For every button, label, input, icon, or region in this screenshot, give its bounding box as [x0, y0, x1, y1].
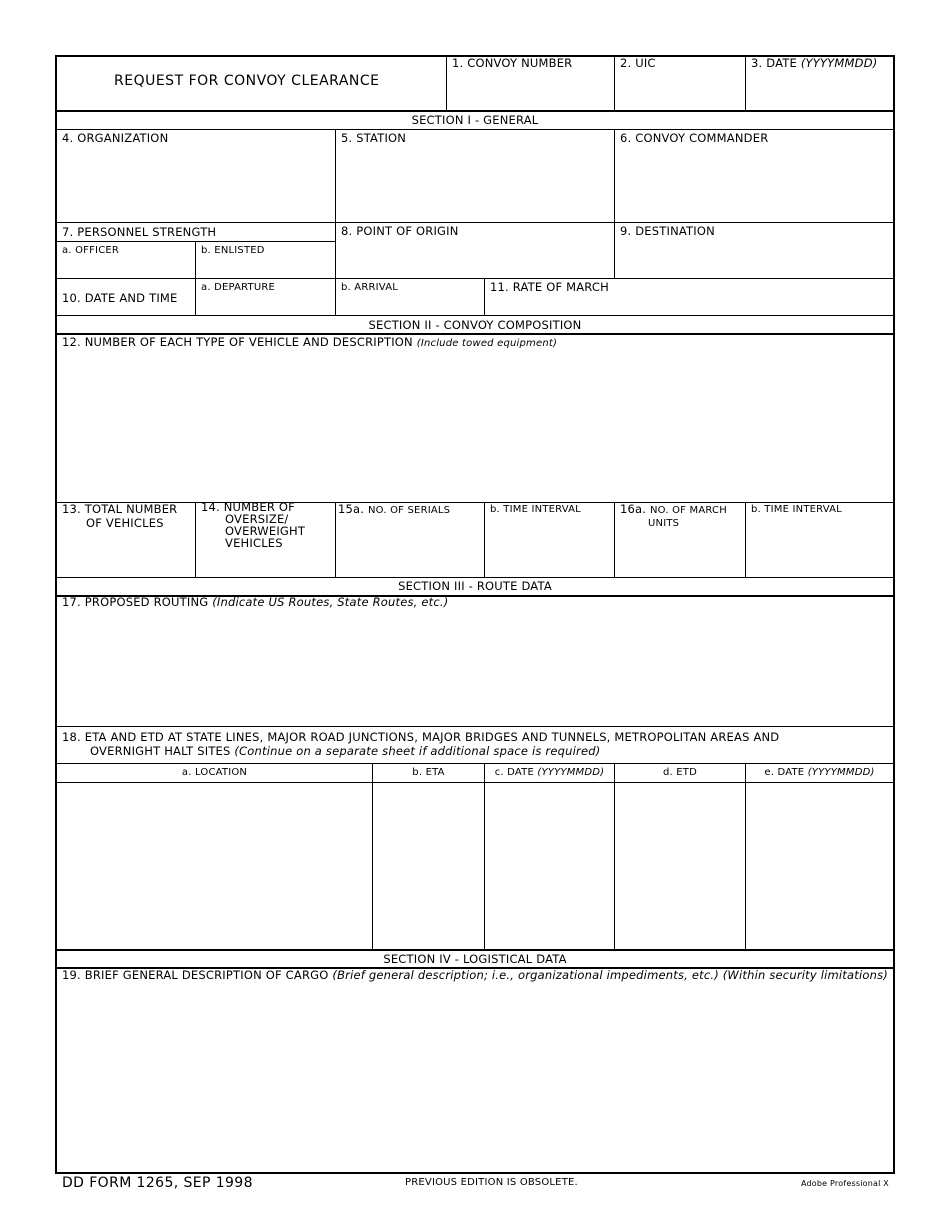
col-eta-header: b. ETA — [412, 767, 445, 778]
total-vehicles-field[interactable] — [58, 532, 194, 576]
rate-of-march-label: 11. RATE OF MARCH — [490, 280, 609, 294]
section-3-heading: SECTION III - ROUTE DATA — [398, 579, 552, 593]
etd-column-field[interactable] — [616, 784, 744, 948]
departure-field[interactable] — [197, 295, 334, 314]
section-1-heading: SECTION I - GENERAL — [411, 113, 539, 127]
serials-label: 15a. NO. OF SERIALS — [338, 502, 451, 516]
software-note: Adobe Professional X — [801, 1179, 889, 1188]
col-date-c-header: c. DATE (YYYYMMDD) — [494, 767, 605, 778]
rate-of-march-field[interactable] — [486, 295, 892, 314]
eta-column-field[interactable] — [374, 784, 483, 948]
vehicle-types-field[interactable] — [58, 351, 892, 501]
serials-interval-label: b. TIME INTERVAL — [490, 504, 581, 515]
march-interval-field[interactable] — [747, 518, 892, 576]
station-label: 5. STATION — [341, 131, 407, 145]
destination-field[interactable] — [616, 240, 892, 277]
location-column-field[interactable] — [58, 784, 371, 948]
serials-field[interactable] — [337, 518, 483, 576]
convoy-commander-label: 6. CONVOY COMMANDER — [620, 131, 769, 145]
uic-field[interactable] — [616, 72, 744, 109]
enlisted-label: b. ENLISTED — [201, 245, 265, 256]
uic-label: 2. UIC — [620, 56, 656, 70]
proposed-routing-field[interactable] — [58, 611, 892, 725]
personnel-strength-label: 7. PERSONNEL STRENGTH — [62, 225, 217, 239]
obsolete-notice: PREVIOUS EDITION IS OBSOLETE. — [405, 1177, 578, 1188]
proposed-routing-label: 17. PROPOSED ROUTING (Indicate US Routes, State Routes, etc.) — [62, 595, 449, 609]
section-4-heading: SECTION IV - LOGISTICAL DATA — [383, 952, 567, 966]
col-location-header: a. LOCATION — [181, 767, 248, 778]
vehicle-types-label: 12. NUMBER OF EACH TYPE OF VEHICLE AND DESCRIPTION (Include towed equipment) — [62, 335, 558, 349]
organization-label: 4. ORGANIZATION — [62, 131, 169, 145]
departure-label: a. DEPARTURE — [201, 282, 276, 293]
destination-label: 9. DESTINATION — [620, 224, 715, 238]
officer-label: a. OFFICER — [62, 245, 120, 256]
eta-etd-label: 18. ETA AND ETD AT STATE LINES, MAJOR ROAD JUNCTIONS, MAJOR BRIDGES AND TUNNELS, METROPOLITAN AREAS AND OVERNIGHT HALT SITES (Continue on a separate sheet if additional space is required) — [62, 730, 780, 758]
cargo-description-label: 19. BRIEF GENERAL DESCRIPTION OF CARGO (Brief general description; i.e., organizational impediments, etc.) (Within security limitations) — [62, 968, 888, 982]
arrival-label: b. ARRIVAL — [341, 282, 399, 293]
section-2-heading: SECTION II - CONVOY COMPOSITION — [368, 318, 582, 332]
oversize-vehicles-label: 14. NUMBER OF OVERSIZE/ OVERWEIGHT VEHICLES — [201, 500, 306, 550]
form-title: REQUEST FOR CONVOY CLEARANCE — [114, 73, 380, 89]
date-and-time-label: 10. DATE AND TIME — [62, 291, 178, 305]
point-of-origin-label: 8. POINT OF ORIGIN — [341, 224, 459, 238]
form-id: DD FORM 1265, SEP 1998 — [62, 1175, 253, 1191]
convoy-commander-field[interactable] — [616, 147, 892, 221]
arrival-field[interactable] — [337, 295, 483, 314]
date-e-column-field[interactable] — [747, 784, 892, 948]
col-date-e-header: e. DATE (YYYYMMDD) — [764, 767, 875, 778]
convoy-number-label: 1. CONVOY NUMBER — [452, 56, 573, 70]
col-etd-header: d. ETD — [662, 767, 698, 778]
organization-field[interactable] — [58, 147, 334, 221]
serials-interval-field[interactable] — [486, 518, 613, 576]
convoy-number-field[interactable] — [448, 72, 613, 109]
point-of-origin-field[interactable] — [337, 240, 613, 277]
total-vehicles-label: 13. TOTAL NUMBER OF VEHICLES — [62, 502, 178, 530]
date-field[interactable] — [747, 72, 892, 109]
station-field[interactable] — [337, 147, 613, 221]
date-c-column-field[interactable] — [486, 784, 613, 948]
march-units-field[interactable] — [616, 532, 744, 576]
oversize-vehicles-field[interactable] — [197, 554, 334, 576]
march-interval-label: b. TIME INTERVAL — [751, 504, 842, 515]
cargo-description-field[interactable] — [58, 984, 892, 1170]
march-units-label: 16a. NO. OF MARCH UNITS — [620, 502, 727, 529]
enlisted-field[interactable] — [197, 257, 334, 277]
officer-field[interactable] — [58, 257, 194, 277]
date-label: 3. DATE (YYYYMMDD) — [751, 56, 878, 70]
